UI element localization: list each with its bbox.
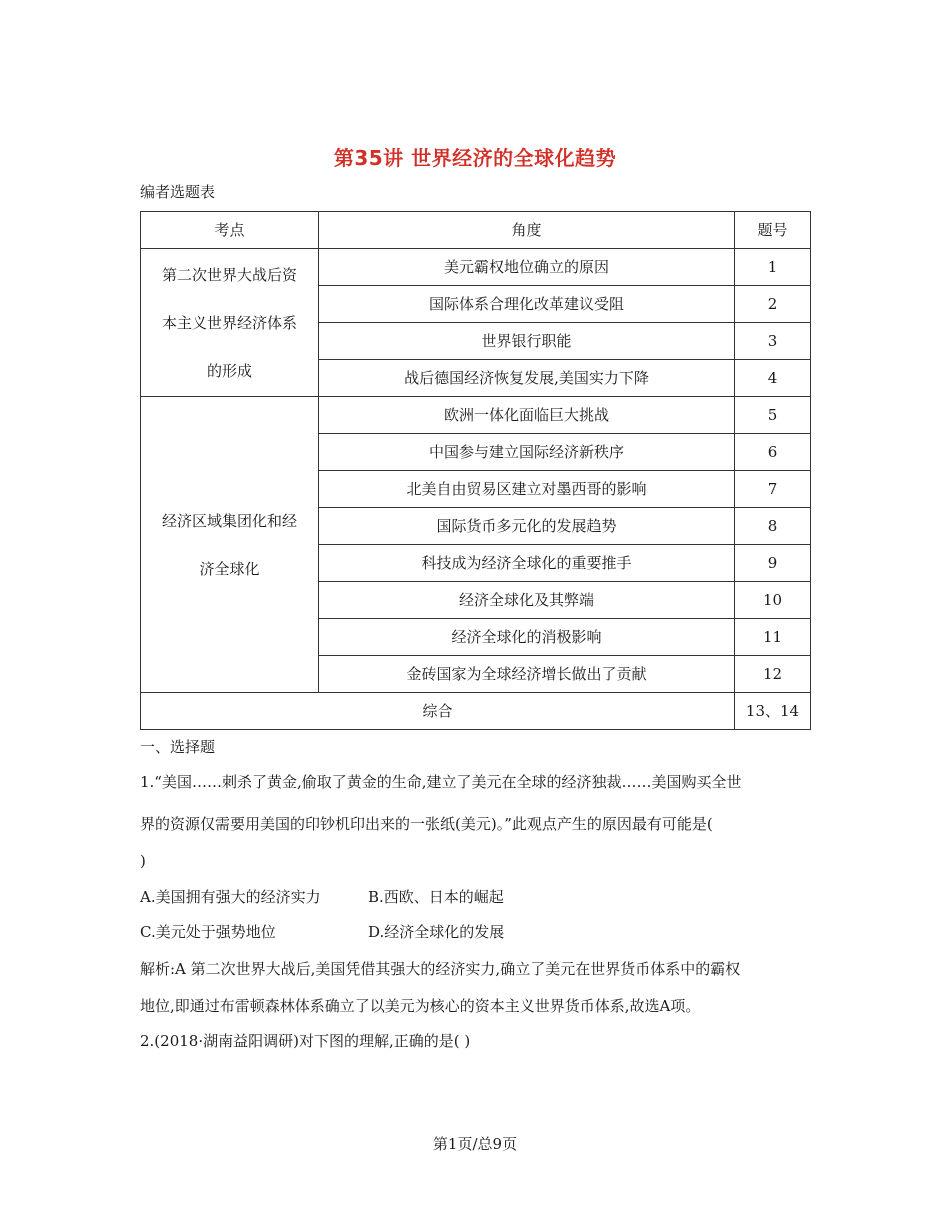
option-a: A.美国拥有强大的经济实力	[140, 888, 321, 906]
question-2-line-1: 2.(2018·湖南益阳调研)对下图的理解,正确的是( )	[140, 1032, 471, 1050]
angle-cell: 经济全球化的消极影响	[319, 619, 735, 656]
table-header-row	[141, 212, 811, 249]
question-1-line-1: 1.“美国……刺杀了黄金,偷取了黄金的生命,建立了美元在全球的经济独裁……美国购买全世	[140, 773, 742, 791]
keypoint-line: 济全球化	[199, 559, 260, 578]
number-cell: 3	[735, 323, 811, 360]
summary-number: 13、14	[735, 693, 811, 730]
summary-row	[141, 693, 811, 730]
keypoint-cell	[141, 397, 319, 693]
angle-cell: 战后德国经济恢复发展,美国实力下降	[319, 360, 735, 397]
header-number: 题号	[735, 212, 811, 249]
analysis-line-2: 地位,即通过布雷顿森林体系确立了以美元为核心的资本主义世界货币体系,故选A项。	[140, 997, 701, 1015]
question-1-line-3: )	[140, 852, 146, 870]
table-caption: 编者选题表	[140, 183, 216, 201]
selection-table	[140, 211, 811, 730]
keypoint-line: 的形成	[206, 361, 252, 380]
keypoint-cell	[141, 249, 319, 397]
header-angle: 角度	[319, 212, 735, 249]
number-cell: 4	[735, 360, 811, 397]
angle-cell: 金砖国家为全球经济增长做出了贡献	[319, 656, 735, 693]
section-heading: 一、选择题	[140, 738, 216, 756]
question-1-line-2: 界的资源仅需要用美国的印钞机印出来的一张纸(美元)。”此观点产生的原因最有可能是(	[140, 815, 713, 833]
angle-cell: 欧洲一体化面临巨大挑战	[319, 397, 735, 434]
number-cell: 10	[735, 582, 811, 619]
number-cell: 1	[735, 249, 811, 286]
angle-cell: 经济全球化及其弊端	[319, 582, 735, 619]
table-row	[141, 249, 811, 286]
angle-cell: 北美自由贸易区建立对墨西哥的影响	[319, 471, 735, 508]
keypoint-line: 第二次世界大战后资	[161, 265, 297, 284]
number-cell: 9	[735, 545, 811, 582]
option-b: B.西欧、日本的崛起	[368, 888, 504, 906]
table-row	[141, 397, 811, 434]
number-cell: 2	[735, 286, 811, 323]
number-cell: 11	[735, 619, 811, 656]
option-c: C.美元处于强势地位	[140, 923, 276, 941]
angle-cell: 国际体系合理化改革建议受阻	[319, 286, 735, 323]
angle-cell: 世界银行职能	[319, 323, 735, 360]
page-title: 第35讲 世界经济的全球化趋势	[333, 146, 617, 170]
angle-cell: 科技成为经济全球化的重要推手	[319, 545, 735, 582]
number-cell: 12	[735, 656, 811, 693]
number-cell: 5	[735, 397, 811, 434]
number-cell: 6	[735, 434, 811, 471]
number-cell: 7	[735, 471, 811, 508]
angle-cell: 国际货币多元化的发展趋势	[319, 508, 735, 545]
angle-cell: 美元霸权地位确立的原因	[319, 249, 735, 286]
analysis-line-1: 解析:A 第二次世界大战后,美国凭借其强大的经济实力,确立了美元在世界货币体系中的霸权	[140, 960, 741, 978]
number-cell: 8	[735, 508, 811, 545]
option-d: D.经济全球化的发展	[368, 923, 505, 941]
summary-label: 综合	[141, 693, 735, 730]
angle-cell: 中国参与建立国际经济新秩序	[319, 434, 735, 471]
keypoint-line: 经济区域集团化和经	[161, 511, 297, 530]
page-footer: 第1页/总9页	[432, 1135, 518, 1153]
header-keypoint: 考点	[141, 212, 319, 249]
keypoint-line: 本主义世界经济体系	[161, 313, 297, 332]
